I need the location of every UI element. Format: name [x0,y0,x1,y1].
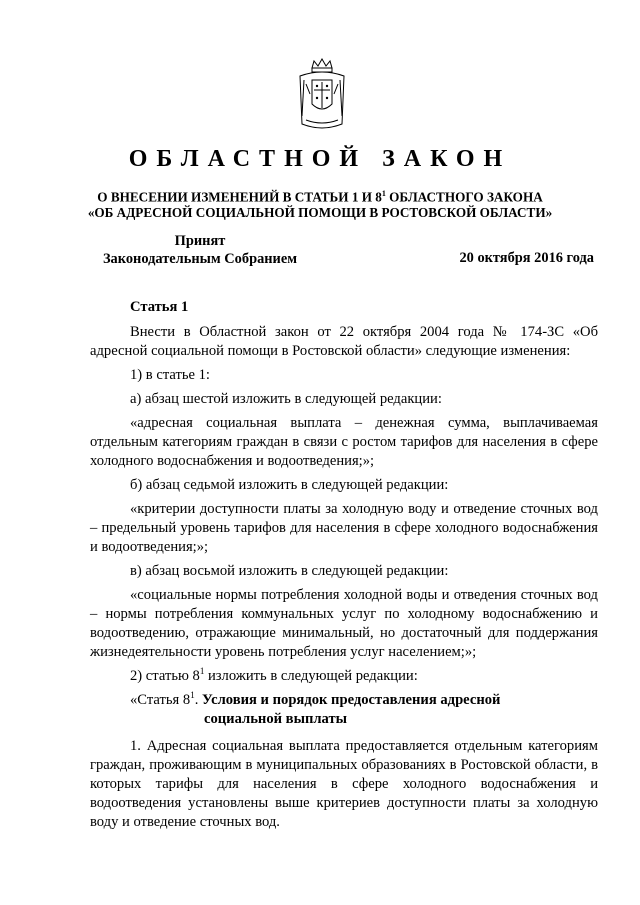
item-a-label: а) абзац шестой изложить в следующей редакции: [130,391,442,407]
item-c-label: в) абзац восьмой изложить в следующей редакции: [130,563,449,579]
document-body [90,298,598,837]
coat-of-arms-icon [296,58,348,132]
adoption-line1: Принят [174,233,226,249]
document-title: ОБЛАСТНОЙ ЗАКОН [128,146,512,172]
article-intro: Внести в Областной закон от 22 октября 2004 года № 174-ЗС «Об адресной социальной помощи в Ростовской области» следующие изменения: [90,324,598,359]
item-b-text: «критерии доступности платы за холодную воду и отведение сточных вод – предельный уровень тарифов для населения в сфере холодного водоснабжения и водоотведения;»; [90,501,598,555]
article-heading: Статья 1 [130,299,189,315]
item-2: 2) статью $8^1$ изложить в следующей редакции: [130,666,418,684]
item-a-text: «адресная социальная выплата – денежная сумма, выплачиваемая отдельным категориям граждан в связи с ростом тарифов для населения в сфере холодного водоснабжения и водоотведения;»; [90,415,598,469]
item-b-label: б) абзац седьмой изложить в следующей редакции: [130,477,449,493]
article-8-1-point-1: 1. Адресная социальная выплата предоставляется отдельным категориям граждан, проживающим в муниципальных образованиях в Ростовской области, в которых тарифы для населения в сфере холодного водоснабжения и водоотведения установлены выше критериев доступности платы за холодную воду и отведение сточных вод. [90,738,598,830]
article-8-1-heading: «Статья $8^1$. Условия и порядок предоставления адресной социальной выплаты [130,690,501,727]
item-c-text: «социальные нормы потребления холодной воды и отведения сточных вод – нормы потребления коммунальных услуг по холодному водоснабжению и водоотведению, отражающие минимальный, но достаточный для поддержания жизнедеятельности уровень потребления услуг населением;»; [90,587,598,660]
adoption-date: 20 октября 2016 года [459,250,594,266]
law-subtitle: О ВНЕСЕНИИ ИЗМЕНЕНИЙ В СТАТЬИ 1 И $8^1$ ОБЛАСТНОГО ЗАКОНА «ОБ АДРЕСНОЙ СОЦИАЛЬНОЙ ПОМОЩИ В РОСТОВСКОЙ ОБЛАСТИ» [87,189,553,221]
adoption-block [90,232,310,268]
adoption-line2: Законодательным Собранием [102,251,298,267]
item-1: 1) в статье 1: [130,367,210,383]
